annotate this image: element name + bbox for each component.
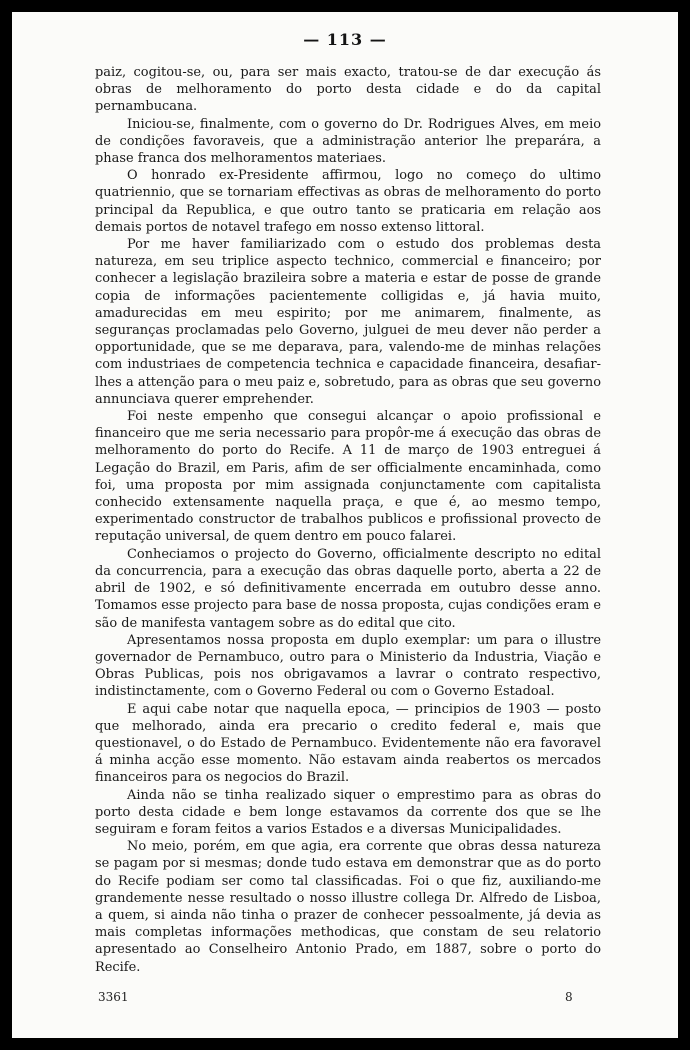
paragraph: Conheciamos o projecto do Governo, officialmente descripto no edital da concurrencia, para a execução das obras daquelle porto, aberta a 22 de abril de 1902, e só definitivamente encerrada em outubro desse anno. Tomamos esse projecto para base de nossa proposta, cujas condições eram e são de manifesta vantagem sobre as do edital que cito.	[95, 546, 601, 631]
paragraph: Iniciou-se, finalmente, com o governo do Dr. Rodrigues Alves, em meio de condições favoraveis, que a administração anterior lhe preparára, a phase franca dos melhoramentos materiaes.	[95, 116, 601, 167]
signature-mark: 3361	[98, 990, 129, 1004]
paragraph: paiz, cogitou-se, ou, para ser mais exacto, tratou-se de dar execução ás obras de melhoramento do porto desta cidade e do da capital pernambucana.	[95, 65, 601, 115]
paragraph: No meio, porém, em que agia, era corrente que obras dessa natureza se pagam por si mesmas; donde tudo estava em demonstrar que as do porto do Recife podiam ser como tal classificadas. Foi o que fiz, auxiliando-me grandemente nesse resultado o nosso illustre collega Dr. Alfredo de Lisboa, a quem, si ainda não tinha o prazer de conhecer pessoalmente, já devia as mais completas informações methodicas, que constam de seu relatorio apresentado ao Conselheiro Antonio Prado, em 1887, sobre o porto do Recife.	[95, 839, 601, 975]
page-number-header: — 113 —	[303, 30, 387, 49]
paragraph: E aqui cabe notar que naquella epoca, — principios de 1903 — posto que melhorado, ainda era precario o credito federal e, mais que questionavel, o do Estado de Pernambuco. Evidentemente não era favoravel á minha acção esse momento. Não estavam ainda reabertos os mercados financeiros para os negocios do Brazil.	[95, 701, 601, 786]
paragraph: O honrado ex-Presidente affirmou, logo no começo do ultimo quatriennio, que se tornariam effectivas as obras de melhoramento do porto principal da Republica, e que outro tanto se praticaria em relação aos demais portos de notavel trafego em nosso extenso littoral.	[95, 168, 601, 235]
paragraph: Ainda não se tinha realizado siquer o emprestimo para as obras do porto desta cidade e bem longe estavamos da corrente dos que se lhe seguiram e foram feitos a varios Estados e a diversas Municipalidades.	[95, 787, 601, 837]
document-page	[12, 12, 678, 1038]
paragraph: Foi neste empenho que consegui alcançar o apoio profissional e financeiro que me seria necessario para propôr-me á execução das obras de melhoramento do porto do Recife. A 11 de março de 1903 entreguei á Legação do Brazil, em Paris, afim de ser officialmente encaminhada, como foi, uma proposta por mim assignada conjunctamente com capitalista conhecido extensamente naquella praça, e que é, ao mesmo tempo, experimentado constructor de trabalhos publicos e profissional provecto de reputação universal, de quem dentro em pouco falarei.	[95, 409, 601, 545]
paragraph: Por me haver familiarizado com o estudo dos problemas desta natureza, em seu triplice aspecto technico, commercial e financeiro; por conhecer a legislação brazileira sobre a materia e estar de posse de grande copia de informações pacientemente colligidas e, já havia muito, amadurecidas em meu espirito; por me animarem, finalmente, as seguranças proclamadas pelo Governo, julguei de meu dever não perder a opportunidade, que se me deparava, para, valendo-me de minhas relações com industriaes de competencia technica e capacidade financeira, desafiar-lhes a attenção para o meu paiz e, sobretudo, para as obras que seu governo annunciava querer emprehender.	[95, 237, 601, 407]
sheet-number: 8	[565, 990, 573, 1004]
paragraph: Apresentamos nossa proposta em duplo exemplar: um para o illustre governador de Pernambuco, outro para o Ministerio da Industria, Viação e Obras Publicas, pois nos obrigavamos a lavrar o contrato respectivo, indistinctamente, com o Governo Federal ou com o Governo Estadoal.	[95, 632, 601, 700]
body-text	[95, 64, 601, 976]
